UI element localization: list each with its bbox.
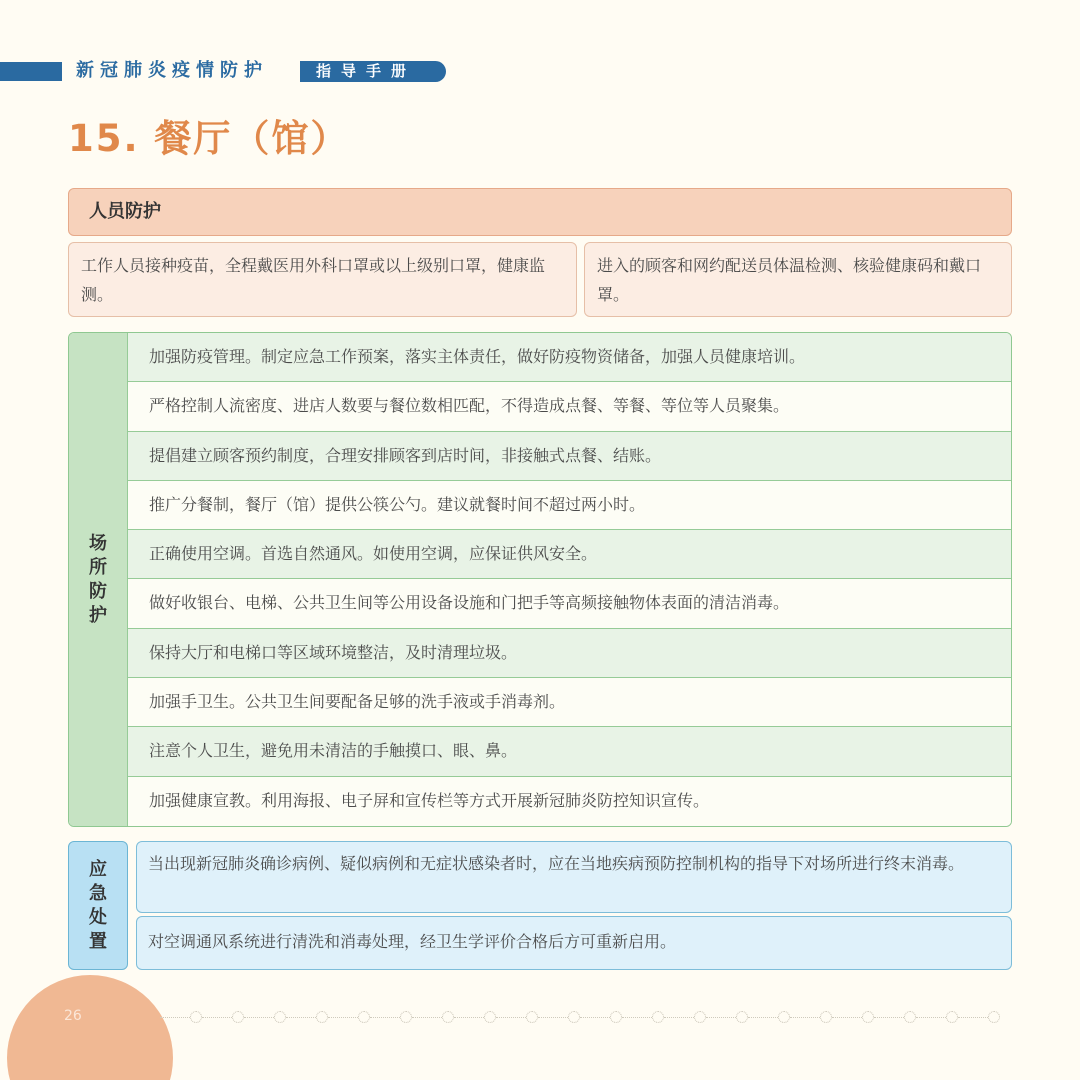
personnel-card-customers: 进入的顾客和网约配送员体温检测、核验健康码和戴口罩。 xyxy=(584,242,1012,317)
list-item: 加强健康宣教。利用海报、电子屏和宣传栏等方式开展新冠肺炎防控知识宣传。 xyxy=(127,777,1011,826)
divider xyxy=(916,1017,946,1018)
dot-icon xyxy=(736,1011,748,1023)
emergency-label xyxy=(68,841,128,970)
divider xyxy=(580,1017,610,1018)
divider xyxy=(664,1017,694,1018)
list-item: 提倡建立顾客预约制度，合理安排顾客到店时间，非接触式点餐、结账。 xyxy=(127,432,1011,481)
dot-icon xyxy=(358,1011,370,1023)
page-title: 15. 餐厅（馆） xyxy=(68,117,350,160)
dot-icon xyxy=(820,1011,832,1023)
divider xyxy=(160,1017,190,1018)
dot-icon xyxy=(862,1011,874,1023)
personnel-card-staff: 工作人员接种疫苗，全程戴医用外科口罩或以上级别口罩，健康监测。 xyxy=(68,242,577,317)
venue-label-text: 场所防护 xyxy=(89,532,107,626)
divider xyxy=(454,1017,484,1018)
divider xyxy=(958,1017,988,1018)
dot-icon xyxy=(274,1011,286,1023)
dot-icon xyxy=(484,1011,496,1023)
list-item: 保持大厅和电梯口等区域环境整洁，及时清理垃圾。 xyxy=(127,629,1011,678)
divider xyxy=(748,1017,778,1018)
decorative-dotted-line xyxy=(160,1010,1020,1024)
dot-icon xyxy=(190,1011,202,1023)
list-item: 严格控制人流密度、进店人数要与餐位数相匹配，不得造成点餐、等餐、等位等人员聚集。 xyxy=(127,382,1011,431)
divider xyxy=(202,1017,232,1018)
dot-icon xyxy=(988,1011,1000,1023)
dot-icon xyxy=(568,1011,580,1023)
header-pill: 指导手册 xyxy=(300,61,446,82)
venue-list xyxy=(127,333,1011,826)
header-accent-bar xyxy=(0,62,62,81)
dot-icon xyxy=(946,1011,958,1023)
emergency-item: 当出现新冠肺炎确诊病例、疑似病例和无症状感染者时，应在当地疾病预防控制机构的指导下对场所进行终末消毒。 xyxy=(136,841,1012,913)
list-item: 注意个人卫生，避免用未清洁的手触摸口、眼、鼻。 xyxy=(127,727,1011,776)
list-item: 加强手卫生。公共卫生间要配备足够的洗手液或手消毒剂。 xyxy=(127,678,1011,727)
divider xyxy=(790,1017,820,1018)
personnel-heading: 人员防护 xyxy=(68,188,1012,236)
page-number: 26 xyxy=(64,1008,82,1024)
dot-icon xyxy=(694,1011,706,1023)
list-item: 推广分餐制，餐厅（馆）提供公筷公勺。建议就餐时间不超过两小时。 xyxy=(127,481,1011,530)
header-title: 新冠肺炎疫情防护 xyxy=(76,60,268,81)
divider xyxy=(412,1017,442,1018)
divider xyxy=(874,1017,904,1018)
dot-icon xyxy=(316,1011,328,1023)
divider xyxy=(244,1017,274,1018)
venue-label xyxy=(69,333,127,826)
emergency-item: 对空调通风系统进行清洗和消毒处理，经卫生学评价合格后方可重新启用。 xyxy=(136,916,1012,970)
divider xyxy=(706,1017,736,1018)
emergency-label-text: 应急处置 xyxy=(89,858,107,952)
dot-icon xyxy=(610,1011,622,1023)
divider xyxy=(328,1017,358,1018)
divider xyxy=(832,1017,862,1018)
dot-icon xyxy=(652,1011,664,1023)
divider xyxy=(370,1017,400,1018)
dot-icon xyxy=(442,1011,454,1023)
divider xyxy=(538,1017,568,1018)
venue-protection-section xyxy=(68,332,1012,827)
list-item: 做好收银台、电梯、公共卫生间等公用设备设施和门把手等高频接触物体表面的清洁消毒。 xyxy=(127,579,1011,628)
list-item: 加强防疫管理。制定应急工作预案，落实主体责任，做好防疫物资储备，加强人员健康培训。 xyxy=(127,333,1011,382)
list-item: 正确使用空调。首选自然通风。如使用空调，应保证供风安全。 xyxy=(127,530,1011,579)
page-number-circle xyxy=(7,975,173,1080)
dot-icon xyxy=(526,1011,538,1023)
dot-icon xyxy=(400,1011,412,1023)
dot-icon xyxy=(904,1011,916,1023)
dot-icon xyxy=(778,1011,790,1023)
divider xyxy=(496,1017,526,1018)
dot-icon xyxy=(232,1011,244,1023)
divider xyxy=(622,1017,652,1018)
divider xyxy=(286,1017,316,1018)
